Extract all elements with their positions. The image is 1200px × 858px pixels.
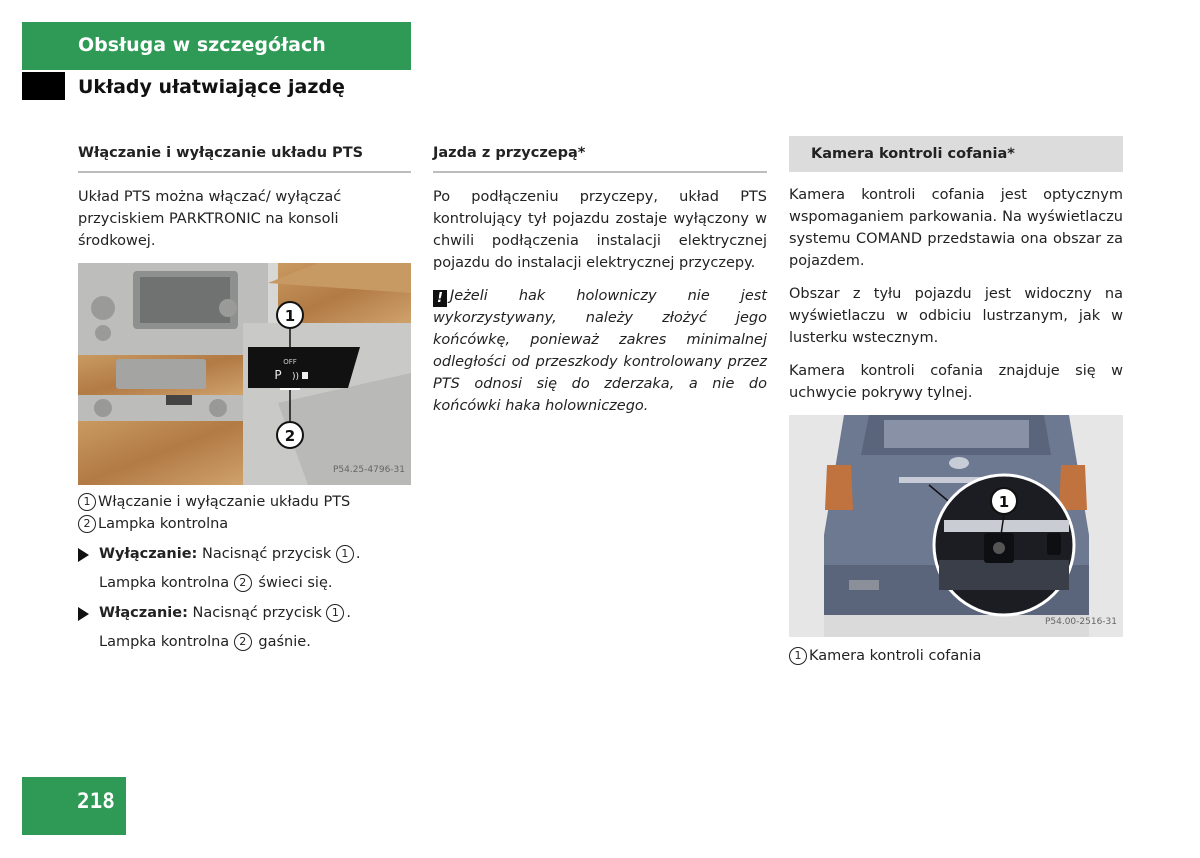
callout-2-label: 2	[284, 427, 296, 445]
step-text: Nacisnąć przycisk	[192, 605, 322, 621]
trailer-paragraph: Po podłączeniu przyczepy, układ PTS kontrolujący tył pojazdu zostaje wyłączony w chwili podłączenia instalacji elektrycznej pojazdu do instalacji elektrycznej przyczepy.	[433, 189, 767, 271]
legend-text: Włączanie i wyłączanie układu PTS	[98, 494, 351, 510]
callout-1-label: 1	[284, 307, 296, 325]
section-header-bar	[22, 22, 411, 70]
legend-number: 2	[78, 515, 96, 533]
step-text: Nacisnąć przycisk	[201, 546, 332, 562]
legend-text: Lampka kontrolna	[98, 516, 229, 532]
camera-para-2: Obszar z tyłu pojazdu jest widoczny na wyświetlaczu w odbiciu lustrzanym, jak w lusterku wstecznym.	[789, 286, 1123, 346]
result-number: 2	[234, 633, 252, 651]
camera-para-3: Kamera kontroli cofania znajduje się w uchwycie pokrywy tylnej.	[789, 363, 1123, 401]
subsection-marker	[22, 72, 65, 100]
page-number-box	[22, 777, 126, 835]
pts-heading: Włączanie i wyłączanie układu PTS	[78, 136, 411, 173]
step-arrow-icon	[78, 607, 89, 621]
step-number: 1	[326, 604, 344, 622]
figure-ref: P54.25-4796-31	[332, 465, 405, 475]
page-number: 218	[77, 789, 115, 813]
trailer-heading: Jazda z przyczepą*	[433, 136, 767, 173]
step-label: Wyłączanie:	[99, 546, 198, 562]
column-pts	[78, 136, 411, 653]
center-console-image	[78, 263, 411, 485]
step-punct: .	[355, 546, 361, 562]
instruction-step-on	[78, 602, 411, 624]
warning-text: Jeżeli hak holowniczy nie jest wykorzystywany, należy złożyć jego końcówkę, ponieważ zakres minimalnej odległości od przeszkody kontrolowany przez PTS odnosi się do zderzaka, a nie do końcówki haka holowniczego.	[433, 288, 767, 414]
legend-item	[78, 491, 411, 513]
result-after: świeci się.	[258, 575, 333, 591]
legend-item	[789, 645, 1123, 667]
column-rear-camera	[789, 136, 1123, 667]
instruction-result-off	[78, 572, 411, 594]
parktronic-label: P	[274, 368, 282, 382]
camera-para-1: Kamera kontroli cofania jest optycznym wspomaganiem parkowania. Na wyświetlaczu systemu COMAND przedstawia ona obszar za pojazdem.	[789, 187, 1123, 269]
figure-ref: P54.00-2516-31	[1044, 617, 1117, 627]
legend-number: 1	[789, 647, 807, 665]
rear-vehicle-image	[789, 415, 1123, 637]
result-text: Lampka kontrolna	[99, 575, 230, 591]
column-trailer	[433, 136, 767, 428]
subsection-title: Układy ułatwiające jazdę	[78, 76, 345, 98]
instruction-step-off	[78, 543, 411, 565]
result-number: 2	[234, 574, 252, 592]
step-label: Włączanie:	[99, 605, 188, 621]
warning-icon: !	[433, 290, 447, 307]
callout-1-label: 1	[998, 493, 1010, 511]
svg-text:)): ))	[292, 372, 300, 382]
step-punct: .	[346, 605, 351, 621]
trailer-warning	[433, 285, 767, 417]
legend-text: Kamera kontroli cofania	[809, 648, 982, 664]
step-arrow-icon	[78, 548, 89, 562]
section-title: Obsługa w szczegółach	[78, 34, 326, 56]
legend-number: 1	[78, 493, 96, 511]
pts-intro: Układ PTS można włączać/ wyłączać przyciskiem PARKTRONIC na konsoli środkowej.	[78, 189, 342, 249]
camera-heading: Kamera kontroli cofania*	[789, 136, 1123, 172]
result-text: Lampka kontrolna	[99, 634, 230, 650]
result-after: gaśnie.	[258, 634, 311, 650]
pts-console-figure	[78, 263, 411, 485]
rear-camera-figure	[789, 415, 1123, 637]
step-number: 1	[336, 545, 354, 563]
legend-item	[78, 513, 411, 535]
off-label: OFF	[283, 358, 297, 366]
instruction-result-on	[78, 631, 411, 653]
